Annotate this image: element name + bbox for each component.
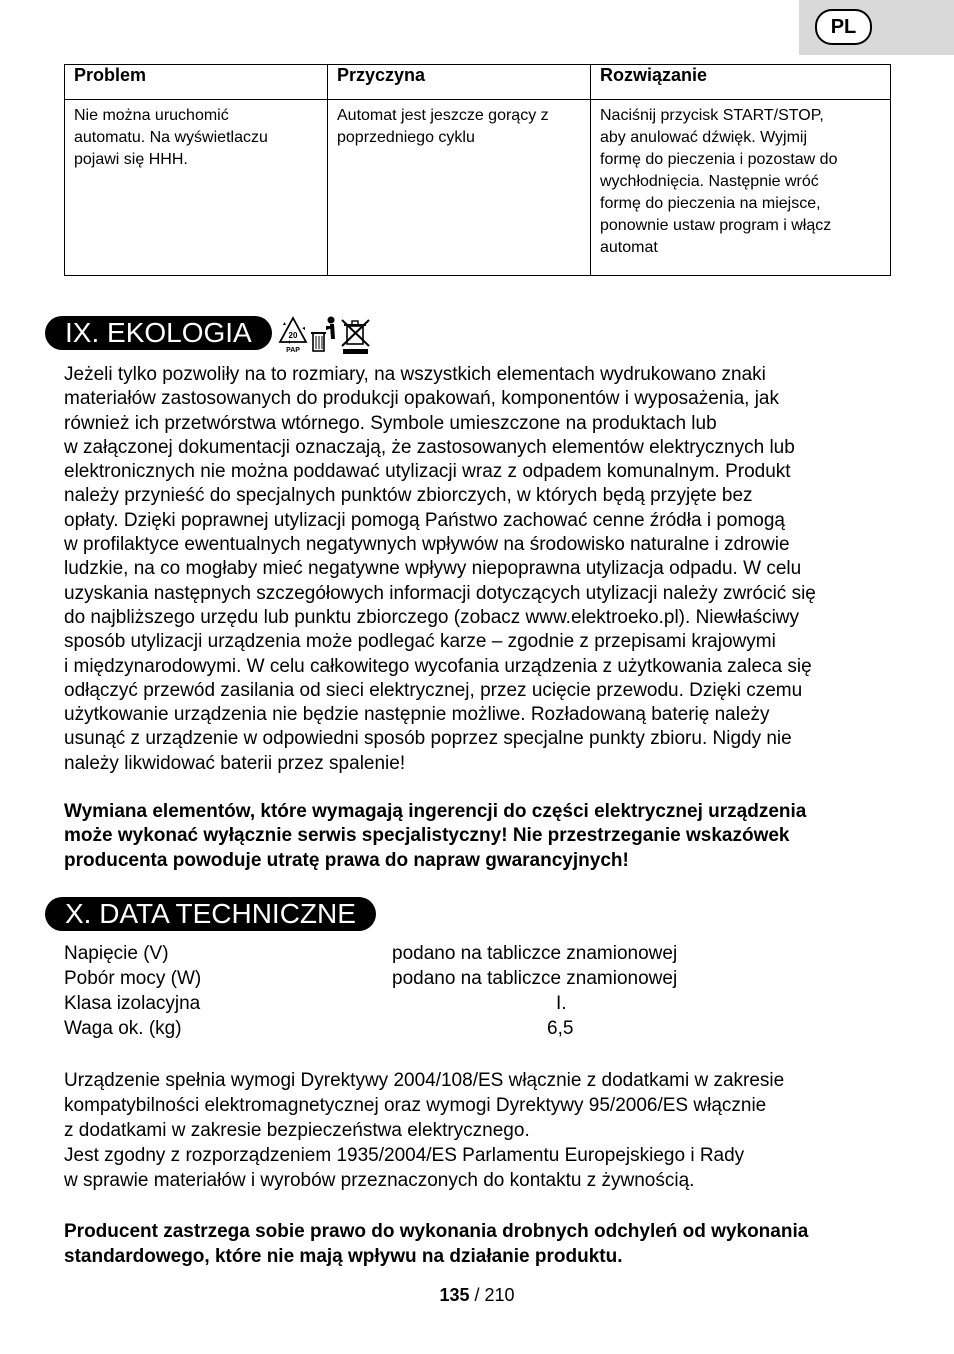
cell-problem: Nie można uruchomić automatu. Na wyświetlaczu pojawi się HHH. bbox=[65, 100, 328, 276]
spec-row-weight bbox=[64, 1018, 764, 1043]
spec-label: Waga ok. (kg) bbox=[64, 1018, 182, 1039]
page-number bbox=[0, 1285, 954, 1306]
language-tab bbox=[799, 0, 954, 55]
spec-value: I. bbox=[556, 993, 567, 1014]
cell-solution: Naciśnij przycisk START/STOP, aby anulować dźwięk. Wyjmij formę do pieczenia i pozostaw do wychłodnięcia. Następnie wróć formę do pieczenia na miejsce, ponownie ustaw program i włącz automat bbox=[591, 100, 891, 276]
total-pages: / 210 bbox=[474, 1285, 515, 1305]
column-header-problem: Problem bbox=[65, 65, 328, 100]
disclaimer-paragraph: Producent zastrzega sobie prawo do wykonania drobnych odchyleń od wykonania standardowego, które nie mają wpływu na działanie produktu. bbox=[64, 1221, 809, 1267]
spec-row-insulation-class bbox=[64, 993, 764, 1018]
current-page: 135 bbox=[439, 1285, 470, 1305]
troubleshooting-table bbox=[64, 64, 891, 276]
ecology-warning: Wymiana elementów, które wymagają ingerencji do części elektrycznej urządzenia może wykonać wyłącznie serwis specjalistyczny! Nie przestrzeganie wskazówek producenta powoduje utratę prawa do napraw gwarancyjnych! bbox=[64, 801, 807, 871]
spec-row-voltage bbox=[64, 943, 764, 968]
spec-row-power bbox=[64, 968, 764, 993]
cell-cause: Automat jest jeszcze gorący z poprzedniego cyklu bbox=[328, 100, 591, 276]
ecology-symbols bbox=[276, 315, 372, 355]
spec-label: Klasa izolacyjna bbox=[64, 993, 201, 1014]
tidy-man-bin-icon bbox=[311, 317, 335, 352]
spec-value: 6,5 bbox=[547, 1018, 574, 1039]
crossed-bin-icon bbox=[342, 320, 369, 354]
language-badge: PL bbox=[815, 9, 872, 45]
table-row bbox=[65, 100, 891, 276]
spec-label: Pobór mocy (W) bbox=[64, 968, 202, 989]
section-title-ecology: IX. EKOLOGIA bbox=[45, 316, 272, 350]
compliance-paragraph: Urządzenie spełnia wymogi Dyrektywy 2004/108/ES włącznie z dodatkami w zakresie kompatybilności elektromagnetycznej oraz wymogi Dyrektywy 95/2006/ES włącznie z dodatkami w zakresie bezpieczeństwa elektrycznego. Jest zgodny z rozporządzeniem 1935/2004/ES Parlamentu Europejskiego i Rady w sprawie materiałów i wyrobów przeznaczonych do kontaktu z żywnością. bbox=[64, 1070, 785, 1191]
recycling-code-text: 20 bbox=[288, 331, 298, 340]
section-title-technical-data: X. DATA TECHNICZNE bbox=[45, 897, 376, 931]
spec-label: Napięcie (V) bbox=[64, 943, 169, 964]
ecology-paragraph: Jeżeli tylko pozwoliły na to rozmiary, na wszystkich elementach wydrukowano znaki materiałów zastosowanych do produkcji opakowań, komponentów i wyposażenia, jak również ich przetwórstwa wtórnego. Symbole umieszczone na produktach lub w załączonej dokumentacji oznaczają, że zastosowanych elementów elektrycznych lub elektronicznych nie można poddawać utylizacji wraz z odpadem komunalnym. Produkt należy przynieść do specjalnych punktów zbiorczych, w których będą przyjęte bez opłaty. Dzięki poprawnej utylizacji pomogą Państwo zachować cenne źródła i pomogą w profilaktyce ewentualnych negatywnych wpływów na środowisko naturalne i zdrowie ludzkie, na co mogłaby mieć negatywne wpływy niepoprawna utylizacja odpadu. W celu uzyskania następnych szczegółowych informacji dotyczących utylizacji należy zwrócić się do najbliższego urzędu lub punktu zbiorczego (zobacz www.elektroeko.pl). Niewłaściwy sposób utylizacji urządzenia może podlegać karze – zgodnie z przepisami krajowymi i międzynarodowymi. W celu całkowitego wycofania urządzenia z użytkowania zaleca się odłączyć przewód zasilania od sieci elektrycznej, przez ucięcie przewodu. Dzięki czemu użytkowanie urządzenia nie będzie następnie możliwe. Rozładowaną baterię należy usunąć z urządzenie w odpowiedni sposób poprzez specjalne punkty zbioru. Nigdy nie należy likwidować baterii przez spalenie! bbox=[64, 364, 816, 774]
column-header-solution: Rozwiązanie bbox=[591, 65, 891, 100]
recycling-material-text: PAP bbox=[286, 347, 300, 354]
column-header-cause: Przyczyna bbox=[328, 65, 591, 100]
spec-value: podano na tabliczce znamionowej bbox=[392, 968, 678, 989]
spec-value: podano na tabliczce znamionowej bbox=[392, 943, 678, 964]
table-header-row bbox=[65, 65, 891, 100]
recycling-20-pap-icon bbox=[280, 318, 306, 354]
